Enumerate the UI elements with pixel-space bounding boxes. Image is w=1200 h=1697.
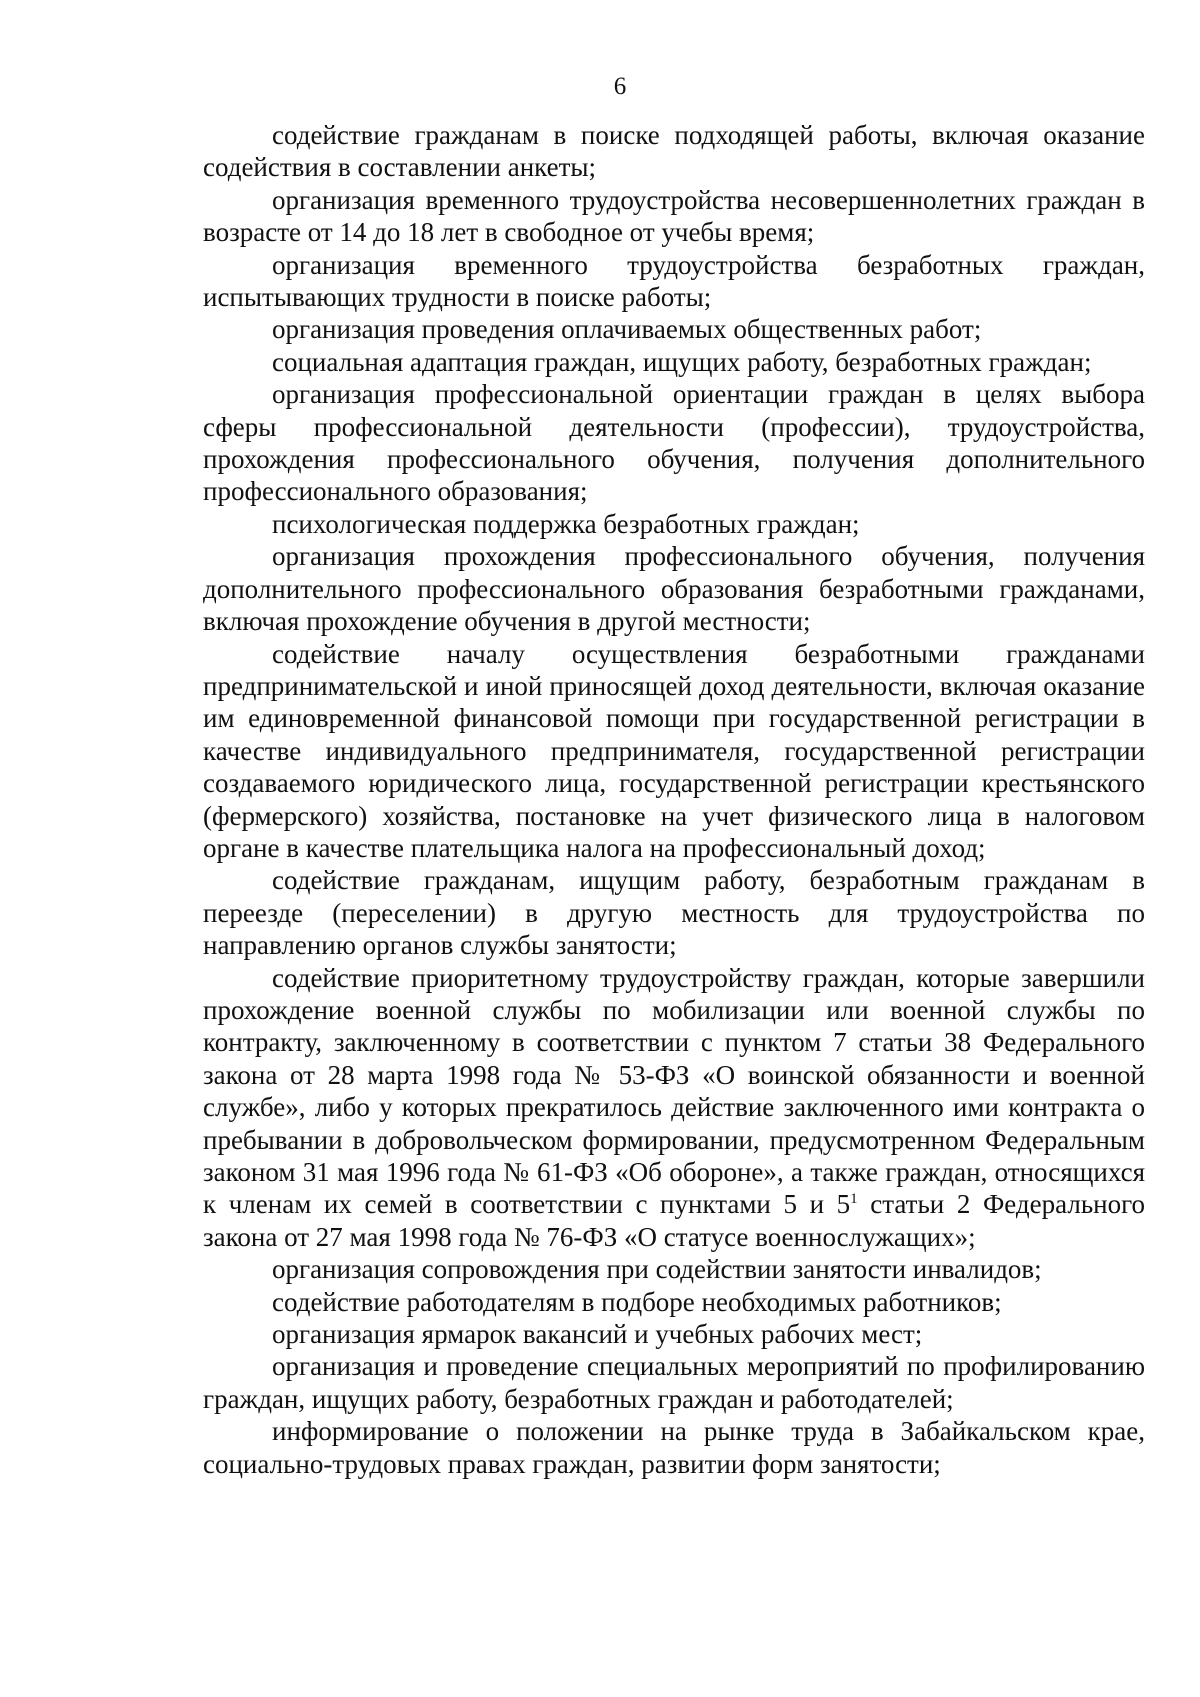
servicemen-text-part-1: содействие приоритетному трудоустройству граждан, которые завершили прохождение военной службы по мобилизации или военной службы по контракту, заключенному в соответствии с пунктом 7 статьи 38 Федерального закона от 28 марта 1998 года № 53-ФЗ «О воинской обязанности и военной службе», либо у которых прекратилось действие заключенного ими контракта о пребывании в добровольческом формировании, предусмотренном Федеральным законом 31 мая 1996 года № 61-ФЗ «Об обороне», а также граждан, относящихся к членам их семей в соответствии с пунктами 5 и 5 xyxy=(203,962,1145,1220)
paragraph-professional-training: организация прохождения профессионального обучения, получения дополнительного профессионального образования безработными гражданами, включая прохождение обучения в другой местности; xyxy=(203,541,1145,637)
paragraph-psychological-support: психологическая поддержка безработных граждан; xyxy=(272,508,860,539)
paragraph-minors-temporary-employment: организация временного трудоустройства несовершеннолетних граждан в возрасте от 14 до 18 лет в свободное от учебы время; xyxy=(203,184,1145,248)
paragraph-employer-assistance: содействие работодателям в подборе необходимых работников; xyxy=(272,1286,1002,1317)
paragraph-professional-orientation: организация профессиональной ориентации граждан в целях выбора сферы профессиональной деятельности (профессии), трудоустройства, прохождения профессионального обучения, получения дополнительного профессионального образования; xyxy=(203,379,1145,507)
paragraph-labor-market-info: информирование о положении на рынке труда в Забайкальском крае, социально-трудовых правах граждан, развитии форм занятости; xyxy=(203,1416,1145,1479)
paragraph-relocation-assistance: содействие гражданам, ищущим работу, безработным гражданам в переезде (переселении) в другую местность для трудоустройства по направлению органов службы занятости; xyxy=(203,865,1145,961)
document-body xyxy=(203,119,1145,1480)
page-number: 6 xyxy=(613,73,627,100)
paragraph-public-works: организация проведения оплачиваемых общественных работ; xyxy=(272,314,982,345)
paragraph-disabled-support: организация сопровождения при содействии занятости инвалидов; xyxy=(272,1254,1042,1285)
paragraph-priority-employment-servicemen xyxy=(203,962,1145,1254)
paragraph-job-fairs: организация ярмарок вакансий и учебных рабочих мест; xyxy=(272,1319,923,1350)
paragraph-entrepreneurship-support: содействие началу осуществления безработными гражданами предпринимательской и иной приносящей доход деятельности, включая оказание им единовременной финансовой помощи при государственной регистрации в качестве индивидуального предпринимателя, государственной регистрации создаваемого юридического лица, государственной регистрации крестьянского (фермерского) хозяйства, постановке на учет физического лица в налоговом органе в качестве плательщика налога на профессиональный доход; xyxy=(203,638,1145,863)
paragraph-profiling-events: организация и проведение специальных мероприятий по профилированию граждан, ищущих работу, безработных граждан и работодателей; xyxy=(203,1351,1145,1414)
paragraph-unemployed-temporary-employment: организация временного трудоустройства безработных граждан, испытывающих трудности в поиске работы; xyxy=(203,249,1145,313)
paragraph-social-adaptation: социальная адаптация граждан, ищущих работу, безработных граждан; xyxy=(272,346,1092,377)
servicemen-text-part-2: статьи 2 Федерального закона от 27 мая 1998 года № 76-ФЗ «О статусе военнослужащих»; xyxy=(203,1189,1146,1252)
paragraph-job-search-assistance: содействие гражданам в поиске подходящей работы, включая оказание содействия в составлении анкеты; xyxy=(203,120,1145,183)
superscript-index: 1 xyxy=(850,1191,858,1208)
